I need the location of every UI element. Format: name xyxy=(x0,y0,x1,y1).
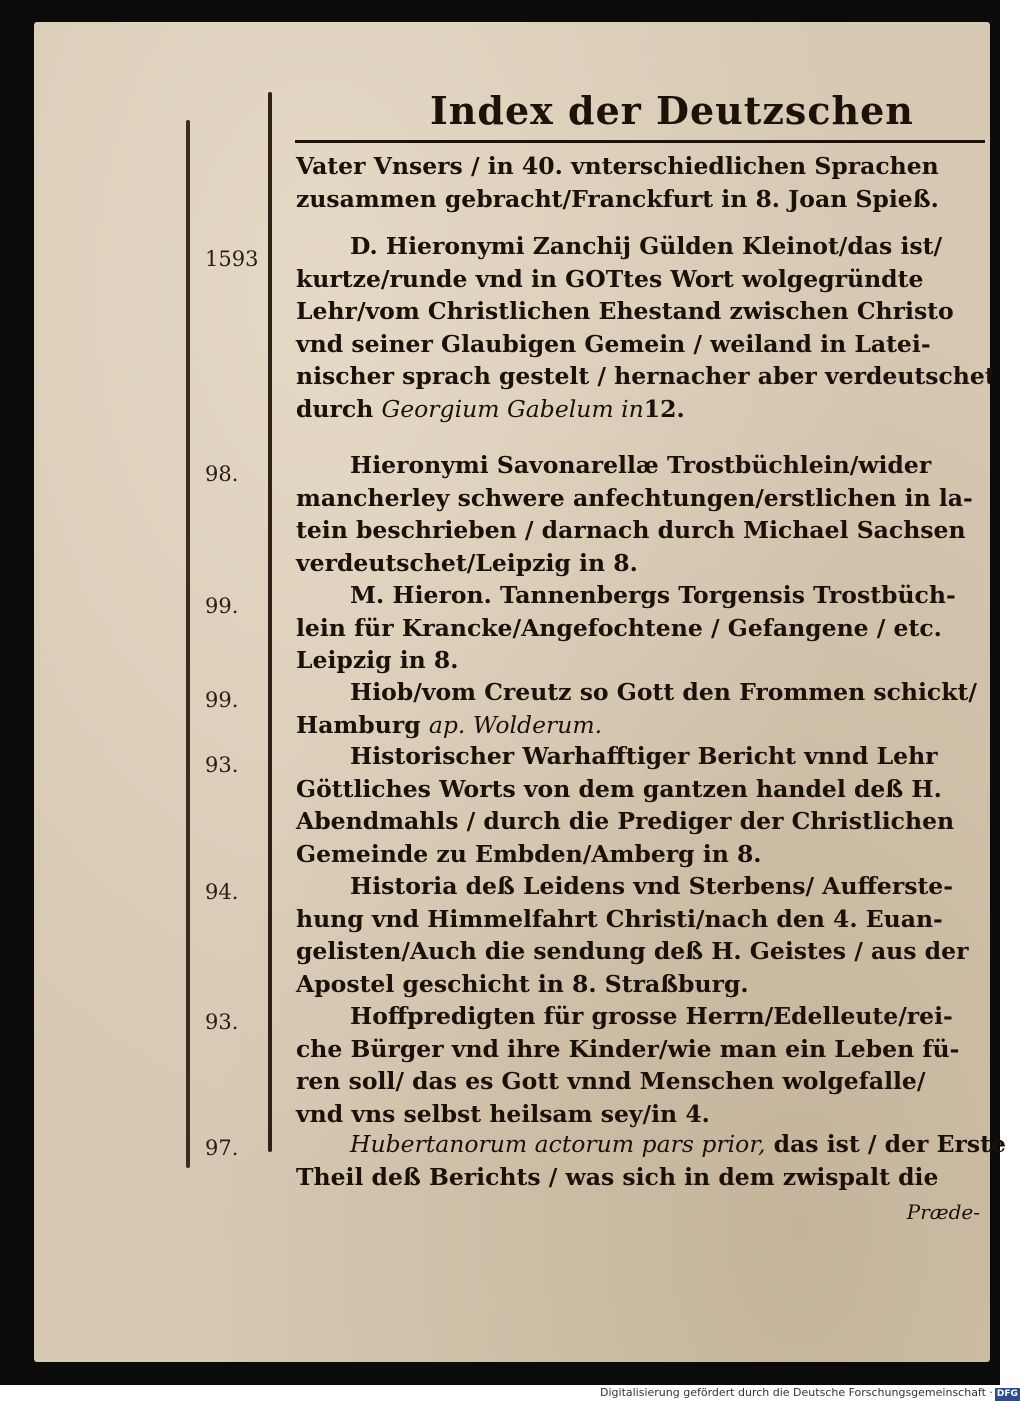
entry-line: vnd seiner Glaubigen Gemein / weiland in Latei- xyxy=(296,329,931,358)
entry-5 xyxy=(296,740,986,870)
entry-6 xyxy=(296,870,986,1000)
footer-text: Digitalisierung gefördert durch die Deutsche Forschungsgemeinschaft · xyxy=(600,1386,993,1399)
entry-line-first xyxy=(296,1128,1006,1161)
entry-text: das ist / der Erste xyxy=(765,1130,1006,1158)
entry-3 xyxy=(296,579,986,677)
entry-line: Theil deß Berichts / was sich in dem zwispalt die xyxy=(296,1162,939,1191)
entry-line: Vater Vnsers / in 40. vnterschiedlichen Sprachen xyxy=(296,152,939,180)
entry-line: zusammen gebracht/Franckfurt in 8. Joan Spieß. xyxy=(296,184,939,213)
entry-1 xyxy=(296,230,996,425)
entry-year: 97. xyxy=(205,1136,239,1160)
entry-line: Lehr/vom Christlichen Ehestand zwischen Christo xyxy=(296,297,954,325)
entry-line: Apostel geschicht in 8. Straßburg. xyxy=(296,969,749,998)
entry-line: ren soll/ das es Gott vnnd Menschen wolgefalle/ xyxy=(296,1067,926,1095)
entry-line: mancherley schwere anfechtungen/erstlichen in la- xyxy=(296,483,973,512)
entry-line-last xyxy=(296,393,986,426)
entry-line: Gemeinde zu Embden/Amberg in 8. xyxy=(296,839,762,868)
entry-line: Historia deß Leidens vnd Sterbens/ Aufferste- xyxy=(350,872,954,900)
entry-line: kurtze/runde vnd in GOTtes Wort wolgegründte xyxy=(296,264,924,293)
entry-text: Hamburg xyxy=(296,710,421,739)
dfg-logo-icon: DFG xyxy=(996,1389,1018,1399)
entry-line: verdeutschet/Leipzig in 8. xyxy=(296,548,638,577)
entry-year: 1593 xyxy=(205,247,259,271)
entry-italic: ap. Wolderum. xyxy=(428,710,603,739)
entry-line: tein beschrieben / darnach durch Michael Sachsen xyxy=(296,516,966,544)
entry-line: Leipzig in 8. xyxy=(296,646,459,674)
entry-year: 99. xyxy=(205,688,239,712)
entry-2 xyxy=(296,449,986,579)
entry-line: D. Hieronymi Zanchij Gülden Kleinot/das ist/ xyxy=(350,232,943,260)
header-rule xyxy=(295,140,985,143)
entry-line: Göttliches Worts von dem gantzen handel deß H. xyxy=(296,774,942,803)
entry-line: Hieronymi Savonarellæ Trostbüchlein/wider xyxy=(350,451,932,479)
entry-4 xyxy=(296,676,986,741)
entry-line: hung vnd Himmelfahrt Christi/nach den 4. Euan- xyxy=(296,904,943,933)
entry-7 xyxy=(296,1000,986,1130)
entry-text: durch xyxy=(296,394,374,423)
entry-italic: Georgium Gabelum in xyxy=(381,394,644,423)
margin-rule-inner xyxy=(268,92,272,1152)
running-header: Index der Deutzschen xyxy=(430,88,914,133)
entry-line: Historischer Warhafftiger Bericht vnnd Lehr xyxy=(350,742,938,770)
entry-italic: Hubertanorum actorum pars prior, xyxy=(350,1130,766,1158)
entry-line-last xyxy=(296,709,986,742)
margin-rule-outer xyxy=(186,120,190,1168)
entry-line: nischer sprach gestelt / hernacher aber verdeutschet xyxy=(296,362,996,390)
entry-format: 12. xyxy=(643,394,685,423)
entry-line: M. Hieron. Tannenbergs Torgensis Trostbüch- xyxy=(350,581,956,609)
catchword: Præde- xyxy=(906,1200,980,1224)
entry-year: 98. xyxy=(205,462,239,486)
entry-line: vnd vns selbst heilsam sey/in 4. xyxy=(296,1099,710,1128)
entry-line: lein für Krancke/Angefochtene / Gefangene / etc. xyxy=(296,613,942,642)
entry-0 xyxy=(296,150,986,215)
entry-year: 99. xyxy=(205,594,239,618)
entry-line: Hiob/vom Creutz so Gott den Frommen schickt/ xyxy=(350,678,977,706)
entry-line: Abendmahls / durch die Prediger der Christlichen xyxy=(296,807,955,835)
entry-year: 94. xyxy=(205,880,239,904)
entry-year: 93. xyxy=(205,1010,239,1034)
entry-line: gelisten/Auch die sendung deß H. Geistes / aus der xyxy=(296,937,969,965)
footer-credit xyxy=(600,1386,1018,1399)
entry-8 xyxy=(296,1128,1006,1193)
entry-year: 93. xyxy=(205,753,239,777)
entry-line: Hoffpredigten für grosse Herrn/Edelleute/rei- xyxy=(350,1002,953,1030)
entry-line: che Bürger vnd ihre Kinder/wie man ein Leben fü- xyxy=(296,1034,960,1063)
